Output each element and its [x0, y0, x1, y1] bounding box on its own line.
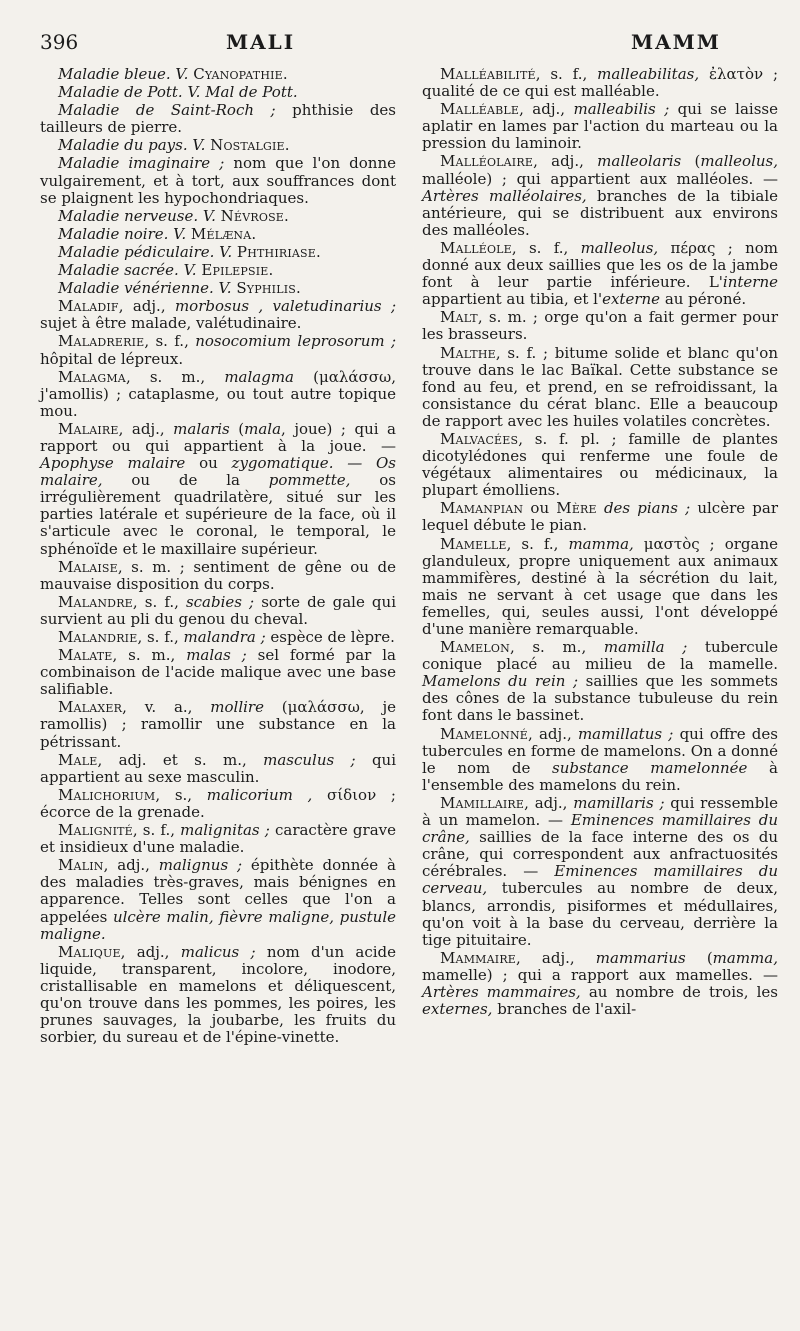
entry-text: branches de l'axil-	[492, 1000, 637, 1019]
dictionary-entry	[40, 559, 396, 593]
headword: Malichorium	[58, 785, 156, 804]
entry-text: (	[685, 948, 713, 967]
entry-text	[597, 499, 604, 517]
entry-text: malléole) ; qui appartient aux malléoles. —	[422, 169, 778, 188]
entry-text: os irrégulièrement quadrilatère, situé sur les parties latérale et supérieure de la face, où il s'articule avec le coronal, le temporal, le sphénoïde et le maxillaire supérieur.	[40, 471, 396, 558]
headword: Malaxer	[58, 698, 123, 717]
dictionary-entry	[40, 857, 396, 942]
entry-text: , s. f.,	[137, 628, 184, 646]
italic-text: Maladie du pays. V.	[58, 136, 211, 155]
headword: Mammaire	[440, 948, 517, 967]
headword: Malléabilité	[440, 65, 536, 83]
italic-text: mamilla ;	[603, 638, 688, 657]
entry-text: nom que l'on donne vulgairement, et à tort, aux souffrances dont se plaignent les hypochondriaques.	[40, 154, 396, 207]
italic-text: malleolaris	[597, 152, 682, 171]
italic-text: Maladie nerveuse. V.	[58, 206, 221, 225]
italic-text: Maladie vénérienne. V.	[58, 279, 237, 298]
entry-text: qui appartient au sexe masculin.	[40, 750, 397, 786]
italic-text: interne	[722, 273, 778, 292]
dictionary-entry	[40, 594, 396, 628]
headword: Mamelle	[440, 534, 507, 553]
entry-text: , s. f.,	[506, 534, 569, 553]
italic-text: des pians ;	[603, 499, 691, 518]
dictionary-entry	[40, 421, 396, 558]
italic-text: Maladie noire. V.	[58, 224, 191, 243]
entry-text: tubercules au nombre de deux, blancs, arrondis, pisiformes et médullaires, qu'on voit à la base du cerveau, derrière la tige pituitaire.	[422, 879, 778, 949]
dictionary-entry	[422, 950, 778, 1018]
entry-text: ἐλατὸν ; qualité de ce qui est malléable.	[422, 65, 779, 101]
entry-text: nom d'un acide liquide, transparent, incolore, inodore, cristallisable en mamelons et déliquescent, qu'on trouve dans les pommes, les poires, les prunes sauvages, la joubarbe, les fruits du sorbier, du sureau et de l'épine-vinette.	[40, 942, 397, 1047]
entry-text: sorte de gale qui survient au pli du genou du cheval.	[40, 592, 396, 628]
dictionary-entry	[422, 536, 778, 639]
dictionary-entry	[40, 137, 396, 154]
italic-text: mammarius	[595, 948, 686, 967]
entry-text: , adj.,	[533, 152, 598, 171]
entry-text: , adj.,	[519, 100, 574, 119]
headword: Epilepsie.	[201, 261, 274, 280]
dictionary-entry	[422, 726, 778, 794]
italic-text: mamma,	[568, 534, 634, 553]
headword: Malt	[440, 308, 478, 327]
dictionary-entry	[40, 369, 396, 420]
entry-text: , s. f.,	[535, 65, 598, 83]
dictionary-entry	[422, 101, 778, 152]
entry-text: sel formé par la combinaison de l'acide malique avec une base salifiable.	[40, 646, 396, 699]
italic-text: malleabilis ;	[573, 100, 670, 119]
dictionary-entry	[40, 102, 396, 136]
entry-text: πέρας ; nom donné aux deux saillies que les os de la jambe font à leur partie inférieure. L'	[422, 238, 778, 292]
italic-text: Artères mammaires,	[422, 982, 581, 1001]
entry-text: phthisie des tailleurs de pierre.	[40, 101, 396, 137]
headword: Malléole	[440, 238, 512, 257]
entry-text: ou de la	[102, 471, 269, 490]
headword: Mamillaire	[440, 793, 525, 812]
entry-text: , adj.,	[118, 297, 175, 316]
entry-text: , s.,	[155, 785, 207, 804]
entry-text: σίδιον ; écorce de la grenade.	[40, 785, 396, 821]
entry-text: à l'ensemble des mamelons du rein.	[422, 758, 778, 794]
dictionary-entry	[40, 647, 396, 698]
entry-text: mamelle) ; qui a rapport aux mamelles. —	[422, 965, 778, 984]
dictionary-entry	[40, 280, 396, 297]
italic-text: malignus ;	[158, 856, 243, 875]
italic-text: externes,	[422, 1000, 493, 1019]
entry-text: branches de la tibiale antérieure, qui se distribuent aux environs des malléoles.	[422, 186, 778, 239]
italic-text: pommette,	[268, 471, 351, 490]
italic-text: zygomatique. — Os malaire,	[40, 454, 396, 490]
entry-text: saillies que les sommets des cônes de la substance tubuleuse du rein font dans le bassinet.	[422, 672, 778, 725]
entry-text: (μαλάσσω, j'amollis) ; cataplasme, ou tout autre topique mou.	[40, 367, 396, 420]
entry-text: qui se laisse aplatir en lames par l'action du marteau ou la pression du laminoir.	[422, 100, 778, 153]
italic-text: mala	[244, 419, 282, 438]
entry-text: , s. f. pl. ; famille de plantes dicotylédones qui renferme une foule de végétaux alimentaires ou médicinaux, la plupart émolliens.	[422, 429, 778, 500]
headword: Malate	[58, 646, 113, 665]
entry-text: , adj.,	[528, 724, 578, 743]
entry-text: au nombre de trois, les	[580, 982, 778, 1001]
italic-text: Apophyse malaire	[40, 454, 186, 473]
italic-text: morbosus , valetudinarius ;	[174, 297, 396, 316]
dictionary-entry	[422, 66, 778, 100]
dictionary-entry	[40, 944, 396, 1047]
headword: Malique	[58, 942, 121, 961]
headword: Névrose.	[220, 206, 290, 225]
headword: Maladrerie	[58, 332, 145, 351]
headword: Maladif	[58, 297, 119, 316]
entry-text: , s. f.,	[511, 238, 581, 257]
headword: Mamanpian	[440, 499, 524, 518]
italic-text: Eminences mamillaires du cerveau,	[422, 862, 778, 898]
italic-text: malandra ;	[183, 628, 266, 646]
italic-text: substance mamelonnée	[552, 758, 748, 777]
italic-text: Eminences mamillaires du crâne,	[422, 811, 778, 847]
headword: Malagma	[58, 367, 126, 386]
italic-text: Mamelons du rein ;	[422, 672, 579, 691]
entry-text: , s. f.,	[132, 592, 186, 611]
dictionary-entry	[422, 431, 778, 499]
italic-text: malagma	[224, 367, 295, 386]
entry-text: , adj.,	[524, 793, 574, 812]
italic-text: malleolus,	[580, 238, 659, 257]
italic-text: mamma,	[712, 948, 778, 967]
headword: Malandre	[58, 592, 133, 611]
headword: Malléable	[440, 100, 520, 119]
headword: Mamelon	[440, 638, 510, 657]
headword: Malin	[58, 856, 104, 875]
italic-text: Artères malléolaires,	[422, 186, 587, 205]
dictionary-entry	[40, 262, 396, 279]
italic-text: malaris	[173, 419, 230, 438]
entry-text: hôpital de lépreux.	[40, 349, 184, 368]
page-number: 396	[40, 30, 79, 54]
italic-text: malicus ;	[180, 942, 256, 961]
italic-text: Maladie de Saint-Roch ;	[58, 101, 276, 120]
dictionary-entry	[40, 752, 396, 786]
dictionary-entry	[40, 298, 396, 332]
entry-text: μαστὸς ; organe glanduleux, propre uniquement aux animaux mammifères, destiné à la sécrétion du lait, mais ne servant à cet usage que dans les femelles, qui, seules aussi, l'ont développé d'une manière remarquable.	[422, 534, 778, 638]
entry-text: , v. a.,	[122, 698, 211, 717]
entry-text: , s. m.,	[125, 367, 225, 386]
running-head-left: MALI	[226, 30, 296, 54]
italic-text: Maladie pédiculaire. V.	[58, 242, 237, 261]
italic-text: Maladie imaginaire ;	[58, 154, 225, 173]
entry-text: au péroné.	[660, 290, 747, 309]
italic-text: Maladie de Pott. V. Mal de Pott.	[58, 83, 298, 102]
italic-text: malleolus,	[700, 152, 778, 171]
entry-text: (	[229, 419, 245, 438]
italic-text: ulcère malin, fièvre maligne, pustule maligne.	[40, 907, 396, 943]
italic-text: mollire	[210, 698, 264, 717]
italic-text: malignitas ;	[180, 821, 270, 840]
entry-text: , s. m.,	[509, 638, 604, 657]
headword: Nostalgie.	[210, 136, 290, 155]
entry-text: saillies de la face interne des os du crâne, qui correspondent aux anfractuosités cérébrales. —	[422, 828, 778, 881]
entry-text: sujet à être malade, valétudinaire.	[40, 314, 302, 333]
dictionary-entry	[40, 822, 396, 856]
headword: Syphilis.	[236, 279, 301, 298]
entry-text: épithète donnée à des maladies très-graves, mais bénignes en apparence. Telles sont celles que l'on a appelées	[40, 856, 396, 926]
entry-text: espèce de lèpre.	[265, 628, 395, 646]
running-head-right: MAMM	[631, 30, 721, 54]
entry-text: , adj.,	[103, 856, 159, 875]
dictionary-entry	[40, 244, 396, 261]
italic-text: externe	[602, 290, 661, 309]
entry-text: , adj.,	[516, 948, 596, 967]
headword: Male	[58, 750, 98, 769]
entry-text: (	[681, 152, 701, 171]
running-head	[40, 30, 778, 66]
left-column	[40, 66, 396, 1047]
dictionary-entry	[40, 84, 396, 101]
headword: Malvacées	[440, 429, 519, 448]
dictionary-entry	[422, 639, 778, 724]
italic-text: Maladie bleue. V.	[58, 65, 194, 83]
entry-text: , adj. et s. m.,	[97, 750, 264, 769]
italic-text: mamillatus ;	[577, 724, 674, 743]
entry-text: qui offre des tubercules en forme de mamelons. On a donné le nom de	[422, 724, 778, 777]
dictionary-entry	[422, 309, 778, 343]
entry-text: , adj.,	[118, 419, 174, 438]
entry-text: , s. f.,	[132, 821, 181, 840]
headword: Malaire	[58, 419, 119, 438]
headword: Malléolaire	[440, 152, 534, 171]
dictionary-entry	[422, 345, 778, 430]
entry-text: (μαλάσσω, je ramollis) ; ramollir une substance en la pétrissant.	[40, 698, 396, 751]
dictionary-entry	[422, 240, 778, 308]
dictionary-entry	[40, 629, 396, 646]
entry-text: tubercule conique placé au milieu de la mamelle.	[422, 638, 778, 674]
entry-text: caractère grave et insidieux d'une maladie.	[40, 821, 397, 857]
entry-text: ou	[523, 499, 557, 518]
dictionary-entry	[40, 333, 396, 367]
dictionary-entry	[422, 153, 778, 238]
right-column	[422, 66, 778, 1047]
entry-text: appartient au tibia, et l'	[422, 290, 603, 309]
entry-text: , joue) ; qui a rapport ou qui appartient à la joue. —	[40, 419, 396, 455]
dictionary-entry	[40, 699, 396, 750]
italic-text: mamillaris ;	[573, 793, 665, 812]
dictionary-entry	[422, 795, 778, 949]
dictionary-entry	[422, 500, 778, 534]
italic-text: masculus ;	[263, 750, 356, 769]
headword: Malignité	[58, 821, 133, 840]
italic-text: malas ;	[186, 646, 247, 665]
entry-text: , s. f. ; bitume solide et blanc qu'on trouve dans le lac Baïkal. Cette substance se fond au feu, et prend, en se refroidissant, la consistance du cérat blanc. Elle a beaucoup de rapport avec les huiles volatiles concrètes.	[422, 343, 778, 430]
headword: Mamelonné	[440, 724, 528, 743]
dictionary-entry	[40, 787, 396, 821]
entry-text: qui ressemble à un mamelon. —	[422, 793, 778, 830]
dictionary-entry	[40, 208, 396, 225]
dictionary-entry	[40, 226, 396, 243]
text-columns	[40, 66, 778, 1047]
italic-text: malicorium ,	[206, 785, 313, 804]
headword: Mère	[556, 499, 597, 518]
headword: Malandrie	[58, 628, 138, 646]
italic-text: scabies ;	[185, 592, 255, 611]
headword: Mélæna.	[190, 224, 257, 243]
entry-text: , s. f.,	[144, 332, 196, 351]
headword: Malthe	[440, 343, 496, 362]
italic-text: Maladie sacrée. V.	[58, 261, 202, 280]
italic-text: nosocomium leprosorum ;	[195, 332, 397, 351]
entry-text: ulcère par lequel débute le pian.	[422, 499, 778, 535]
dictionary-entry	[40, 66, 396, 83]
entry-text: , s. m.,	[112, 646, 187, 665]
entry-text: ou	[185, 454, 232, 473]
headword: Cyanopathie.	[193, 65, 288, 83]
entry-text: , s. m. ; sentiment de gêne ou de mauvaise disposition du corps.	[40, 557, 396, 593]
headword: Phthiriase.	[236, 242, 321, 261]
dictionary-entry	[40, 155, 396, 206]
headword: Malaise	[58, 557, 118, 576]
italic-text: malleabilitas,	[597, 65, 700, 83]
entry-text: , adj.,	[120, 942, 181, 961]
entry-text: , s. m. ; orge qu'on a fait germer pour les brasseurs.	[422, 308, 778, 344]
